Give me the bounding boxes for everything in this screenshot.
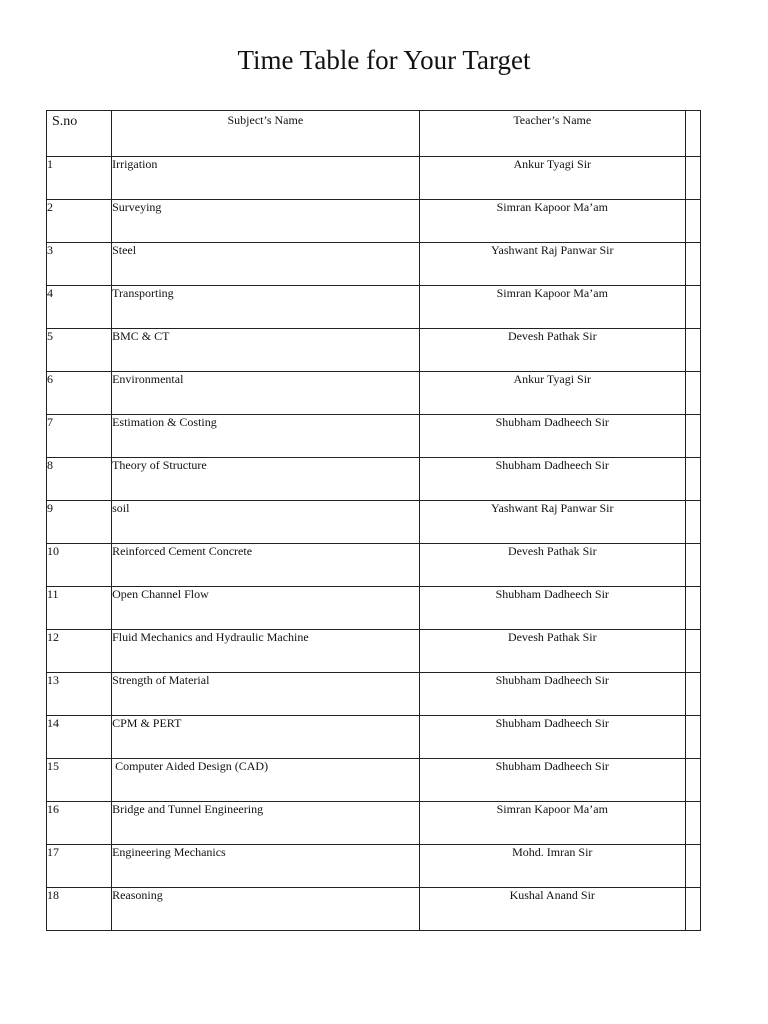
cell-sno: 15 [47,759,112,802]
cell-sno: 2 [47,200,112,243]
cell-empty [685,716,700,759]
cell-subject: Reinforced Cement Concrete [112,544,419,587]
cell-empty [685,329,700,372]
cell-empty [685,501,700,544]
cell-teacher: Simran Kapoor Ma’am [419,200,685,243]
cell-empty [685,458,700,501]
cell-teacher: Shubham Dadheech Sir [419,415,685,458]
cell-empty [685,845,700,888]
cell-subject: Irrigation [112,157,419,200]
column-header-empty [685,111,700,157]
cell-teacher: Devesh Pathak Sir [419,329,685,372]
table-row [47,716,701,759]
cell-empty [685,544,700,587]
cell-subject: Estimation & Costing [112,415,419,458]
cell-sno: 4 [47,286,112,329]
cell-teacher: Shubham Dadheech Sir [419,458,685,501]
table-row [47,458,701,501]
cell-empty [685,415,700,458]
cell-subject: Strength of Material [112,673,419,716]
cell-teacher: Kushal Anand Sir [419,888,685,931]
cell-subject: soil [112,501,419,544]
table-body [47,157,701,931]
timetable [46,110,701,931]
cell-teacher: Ankur Tyagi Sir [419,372,685,415]
cell-sno: 14 [47,716,112,759]
cell-teacher: Devesh Pathak Sir [419,630,685,673]
cell-teacher: Shubham Dadheech Sir [419,673,685,716]
cell-teacher: Ankur Tyagi Sir [419,157,685,200]
cell-subject: Theory of Structure [112,458,419,501]
cell-sno: 12 [47,630,112,673]
cell-subject: CPM & PERT [112,716,419,759]
cell-empty [685,587,700,630]
cell-subject: Environmental [112,372,419,415]
cell-empty [685,888,700,931]
cell-subject: Fluid Mechanics and Hydraulic Machine [112,630,419,673]
cell-subject: Engineering Mechanics [112,845,419,888]
table-header-row [47,111,701,157]
cell-teacher: Shubham Dadheech Sir [419,587,685,630]
cell-sno: 5 [47,329,112,372]
cell-subject: Reasoning [112,888,419,931]
cell-sno: 8 [47,458,112,501]
table-row [47,845,701,888]
table-row [47,888,701,931]
cell-teacher: Simran Kapoor Ma’am [419,802,685,845]
table-row [47,587,701,630]
cell-teacher: Shubham Dadheech Sir [419,716,685,759]
cell-sno: 6 [47,372,112,415]
cell-empty [685,759,700,802]
table-row [47,286,701,329]
table-row [47,372,701,415]
column-header-teacher: Teacher’s Name [419,111,685,157]
cell-subject: Computer Aided Design (CAD) [112,759,419,802]
cell-sno: 9 [47,501,112,544]
cell-sno: 11 [47,587,112,630]
column-header-subject: Subject’s Name [112,111,419,157]
cell-empty [685,673,700,716]
table-row [47,329,701,372]
page-title: Time Table for Your Target [237,45,531,75]
table-row [47,415,701,458]
cell-sno: 3 [47,243,112,286]
cell-sno: 18 [47,888,112,931]
cell-sno: 13 [47,673,112,716]
table-row [47,200,701,243]
cell-sno: 10 [47,544,112,587]
table-row [47,630,701,673]
table-row [47,157,701,200]
cell-empty [685,802,700,845]
table-row [47,759,701,802]
cell-teacher: Yashwant Raj Panwar Sir [419,501,685,544]
cell-subject: Surveying [112,200,419,243]
cell-subject: Transporting [112,286,419,329]
cell-teacher: Shubham Dadheech Sir [419,759,685,802]
cell-sno: 7 [47,415,112,458]
cell-empty [685,157,700,200]
cell-teacher: Yashwant Raj Panwar Sir [419,243,685,286]
table-row [47,802,701,845]
cell-subject: Bridge and Tunnel Engineering [112,802,419,845]
cell-empty [685,630,700,673]
cell-empty [685,243,700,286]
cell-sno: 17 [47,845,112,888]
cell-empty [685,372,700,415]
table-row [47,501,701,544]
cell-subject: Steel [112,243,419,286]
table-row [47,673,701,716]
cell-subject: BMC & CT [112,329,419,372]
cell-empty [685,200,700,243]
table-row [47,544,701,587]
cell-teacher: Devesh Pathak Sir [419,544,685,587]
cell-empty [685,286,700,329]
cell-sno: 16 [47,802,112,845]
column-header-sno: S.no [47,111,112,157]
cell-sno: 1 [47,157,112,200]
cell-teacher: Simran Kapoor Ma’am [419,286,685,329]
cell-subject: Open Channel Flow [112,587,419,630]
table-row [47,243,701,286]
cell-teacher: Mohd. Imran Sir [419,845,685,888]
